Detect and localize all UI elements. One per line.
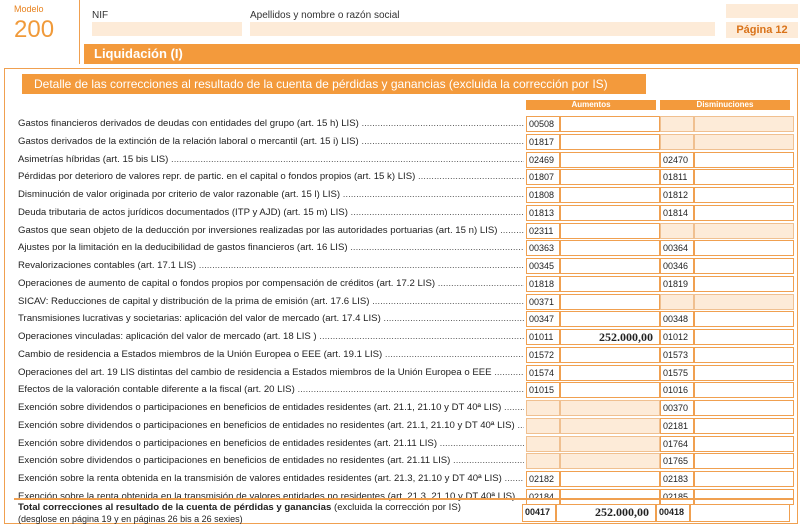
code-aumentos <box>526 453 560 469</box>
column-header-disminuciones: Disminuciones <box>660 100 790 110</box>
value-disminuciones[interactable] <box>694 187 794 203</box>
value-aumentos[interactable]: 252.000,00 <box>560 329 660 345</box>
form-header <box>0 0 800 43</box>
table-row <box>18 151 792 169</box>
row-label: Operaciones vinculadas: aplicación del valor de mercado (art. 18 LIS ) ..... <box>18 331 524 342</box>
value-aumentos[interactable] <box>560 382 660 398</box>
code-disminuciones: 01573 <box>660 347 694 363</box>
row-label: Operaciones de aumento de capital o fondos propios por compensación de créditos (art. 17.2 LIS) ..... <box>18 278 524 289</box>
value-disminuciones[interactable] <box>694 152 794 168</box>
value-disminuciones[interactable] <box>694 365 794 381</box>
code-disminuciones: 01812 <box>660 187 694 203</box>
row-label: Operaciones del art. 19 LIS distintas del cambio de residencia a Estados miembros de la Unión Europea o EEE ..... <box>18 367 524 378</box>
table-row <box>18 239 792 257</box>
code-aumentos: 01818 <box>526 276 560 292</box>
code-aumentos: 01574 <box>526 365 560 381</box>
value-aumentos[interactable] <box>560 169 660 185</box>
value-aumentos <box>560 418 660 434</box>
total-value-disminuciones[interactable] <box>690 504 790 522</box>
table-row <box>18 204 792 222</box>
value-aumentos <box>560 436 660 452</box>
name-label: Apellidos y nombre o razón social <box>250 10 400 21</box>
value-aumentos[interactable] <box>560 205 660 221</box>
row-label: Revalorizaciones contables (art. 17.1 LIS) ..... <box>18 260 524 271</box>
code-aumentos: 00371 <box>526 294 560 310</box>
code-aumentos: 00508 <box>526 116 560 132</box>
section-title: Detalle de las correcciones al resultado de la cuenta de pérdidas y ganancias (excluida la corrección por IS) <box>22 74 646 94</box>
value-disminuciones <box>694 294 794 310</box>
code-disminuciones <box>660 294 694 310</box>
row-label: Transmisiones lucrativas y societarias: aplicación del valor de mercado (art. 17.4 LIS) ..... <box>18 313 524 324</box>
value-aumentos[interactable] <box>560 258 660 274</box>
code-disminuciones: 02183 <box>660 471 694 487</box>
value-aumentos <box>560 453 660 469</box>
total-value-aumentos[interactable]: 252.000,00 <box>556 504 656 522</box>
code-disminuciones: 00364 <box>660 240 694 256</box>
total-label-bold: Total correcciones al resultado de la cuenta de pérdidas y ganancias <box>18 502 332 513</box>
modelo-label: Modelo <box>14 4 44 14</box>
value-aumentos[interactable] <box>560 347 660 363</box>
code-disminuciones: 01012 <box>660 329 694 345</box>
code-aumentos: 02184 <box>526 489 560 505</box>
value-disminuciones[interactable] <box>694 311 794 327</box>
code-disminuciones <box>660 134 694 150</box>
row-label: Deuda tributaria de actos jurídicos documentados (ITP y AJD) (art. 15 m) LIS) ..... <box>18 207 524 218</box>
code-disminuciones: 00348 <box>660 311 694 327</box>
table-row <box>18 222 792 240</box>
nif-label: NIF <box>92 10 109 21</box>
value-aumentos[interactable] <box>560 311 660 327</box>
value-aumentos[interactable] <box>560 240 660 256</box>
row-label: Efectos de la valoración contable diferente a la fiscal (art. 20 LIS) ..... <box>18 384 524 395</box>
value-disminuciones[interactable] <box>694 471 794 487</box>
value-disminuciones[interactable] <box>694 169 794 185</box>
row-label: Exención sobre dividendos o participaciones en beneficios de entidades no residentes (art. 21.11 LIS) ..... <box>18 455 524 466</box>
code-aumentos <box>526 418 560 434</box>
page-title: Liquidación (I) <box>94 46 183 61</box>
table-row <box>18 470 792 488</box>
table-row <box>18 310 792 328</box>
table-row <box>18 381 792 399</box>
table-row <box>18 435 792 453</box>
table-row <box>18 452 792 470</box>
row-label: Exención sobre la renta obtenida en la transmisión de valores entidades residentes (art. 21.3, 21.10 y DT 40ª LIS) ..... <box>18 473 524 484</box>
value-disminuciones <box>694 134 794 150</box>
value-aumentos <box>560 400 660 416</box>
code-disminuciones: 00346 <box>660 258 694 274</box>
row-label: Exención sobre dividendos o participaciones en beneficios de entidades residentes (art. 21.11 LIS) ..... <box>18 438 524 449</box>
code-disminuciones: 02181 <box>660 418 694 434</box>
code-disminuciones: 01765 <box>660 453 694 469</box>
code-aumentos: 00345 <box>526 258 560 274</box>
code-aumentos: 01011 <box>526 329 560 345</box>
row-label: Gastos que sean objeto de la deducción por inversiones realizadas por las autoridades portuarias (art. 15 n) LIS) ..... <box>18 225 524 236</box>
value-disminuciones[interactable] <box>694 205 794 221</box>
value-aumentos[interactable] <box>560 223 660 239</box>
row-label: Ajustes por la limitación en la deducibilidad de gastos financieros (art. 16 LIS) ..... <box>18 242 524 253</box>
value-disminuciones[interactable] <box>694 382 794 398</box>
code-aumentos: 02311 <box>526 223 560 239</box>
row-label: Gastos financieros derivados de deudas con entidades del grupo (art. 15 h) LIS) ..... <box>18 118 524 129</box>
code-disminuciones: 01811 <box>660 169 694 185</box>
page-number: Página 12 <box>726 22 798 38</box>
table-row <box>18 293 792 311</box>
value-aumentos[interactable] <box>560 276 660 292</box>
row-label: Gastos derivados de la extinción de la relación laboral o mercantil (art. 15 i) LIS) ..... <box>18 136 524 147</box>
code-disminuciones: 01764 <box>660 436 694 452</box>
value-disminuciones[interactable] <box>694 240 794 256</box>
title-bar <box>84 44 800 64</box>
value-disminuciones[interactable] <box>694 418 794 434</box>
modelo-number: 200 <box>14 16 55 43</box>
table-row <box>18 115 792 133</box>
nif-field[interactable] <box>92 22 242 36</box>
value-aumentos[interactable] <box>560 116 660 132</box>
value-disminuciones[interactable] <box>694 453 794 469</box>
code-disminuciones: 02470 <box>660 152 694 168</box>
code-disminuciones <box>660 116 694 132</box>
name-field[interactable] <box>250 22 715 36</box>
table-row <box>18 328 792 346</box>
code-disminuciones: 01016 <box>660 382 694 398</box>
value-aumentos[interactable] <box>560 365 660 381</box>
code-disminuciones: 01819 <box>660 276 694 292</box>
code-aumentos: 01015 <box>526 382 560 398</box>
table-row <box>18 186 792 204</box>
row-label: Exención sobre la renta obtenida en la transmisión de valores entidades no residentes (art. 21.3, 21.10 y DT 40ª LIS) ..... <box>18 491 524 502</box>
table-row <box>18 168 792 186</box>
row-label: Disminución de valor originada por criterio de valor razonable (art. 15 l) LIS) ..... <box>18 189 524 200</box>
table-row <box>18 364 792 382</box>
table-row <box>18 257 792 275</box>
row-label: Cambio de residencia a Estados miembros de la Unión Europea o EEE (art. 19.1 LIS) ..... <box>18 349 524 360</box>
table-row <box>18 275 792 293</box>
value-disminuciones <box>694 223 794 239</box>
code-aumentos: 01808 <box>526 187 560 203</box>
table-row <box>18 399 792 417</box>
table-row <box>18 346 792 364</box>
total-label <box>18 502 461 513</box>
code-disminuciones <box>660 223 694 239</box>
code-aumentos: 01817 <box>526 134 560 150</box>
total-code-disminuciones: 00418 <box>656 504 690 522</box>
code-disminuciones: 01814 <box>660 205 694 221</box>
code-disminuciones: 02185 <box>660 489 694 505</box>
row-label: Exención sobre dividendos o participaciones en beneficios de entidades no residentes (art. 21.1, 21.10 y DT 40ª LIS) ..... <box>18 420 524 431</box>
row-label: Pérdidas por deterioro de valores repr. de partic. en el capital o fondos propios (art. 15 k) LIS) ..... <box>18 171 524 182</box>
code-aumentos: 00363 <box>526 240 560 256</box>
value-disminuciones[interactable] <box>694 400 794 416</box>
table-row <box>18 417 792 435</box>
row-label: Asimetrías híbridas (art. 15 bis LIS) ..... <box>18 154 524 165</box>
value-aumentos[interactable] <box>560 294 660 310</box>
value-aumentos[interactable] <box>560 134 660 150</box>
code-disminuciones: 01575 <box>660 365 694 381</box>
value-disminuciones[interactable] <box>694 347 794 363</box>
column-header-aumentos: Aumentos <box>526 100 656 110</box>
value-disminuciones[interactable] <box>694 329 794 345</box>
code-aumentos: 02469 <box>526 152 560 168</box>
total-label-rest: (excluida la corrección por IS) <box>334 502 461 513</box>
value-disminuciones <box>694 116 794 132</box>
total-row <box>14 498 794 524</box>
code-aumentos: 01807 <box>526 169 560 185</box>
code-aumentos <box>526 400 560 416</box>
value-disminuciones[interactable] <box>694 258 794 274</box>
top-strip <box>726 4 798 18</box>
value-aumentos[interactable] <box>560 187 660 203</box>
row-label: SICAV: Reducciones de capital y distribución de la prima de emisión (art. 17.6 LIS) ..... <box>18 296 524 307</box>
total-sublabel: (desglose en página 19 y en páginas 26 bis a 26 sexies) <box>18 514 243 524</box>
code-aumentos: 01572 <box>526 347 560 363</box>
value-disminuciones[interactable] <box>694 276 794 292</box>
value-aumentos[interactable] <box>560 152 660 168</box>
code-aumentos <box>526 436 560 452</box>
code-disminuciones: 00370 <box>660 400 694 416</box>
row-label: Exención sobre dividendos o participaciones en beneficios de entidades residentes (art. 21.1, 21.10 y DT 40ª LIS) ..... <box>18 402 524 413</box>
modelo-box <box>0 0 80 64</box>
code-aumentos: 00347 <box>526 311 560 327</box>
code-aumentos: 02182 <box>526 471 560 487</box>
total-code-aumentos: 00417 <box>522 504 556 522</box>
code-aumentos: 01813 <box>526 205 560 221</box>
value-aumentos[interactable] <box>560 471 660 487</box>
value-disminuciones[interactable] <box>694 436 794 452</box>
table-row <box>18 133 792 151</box>
